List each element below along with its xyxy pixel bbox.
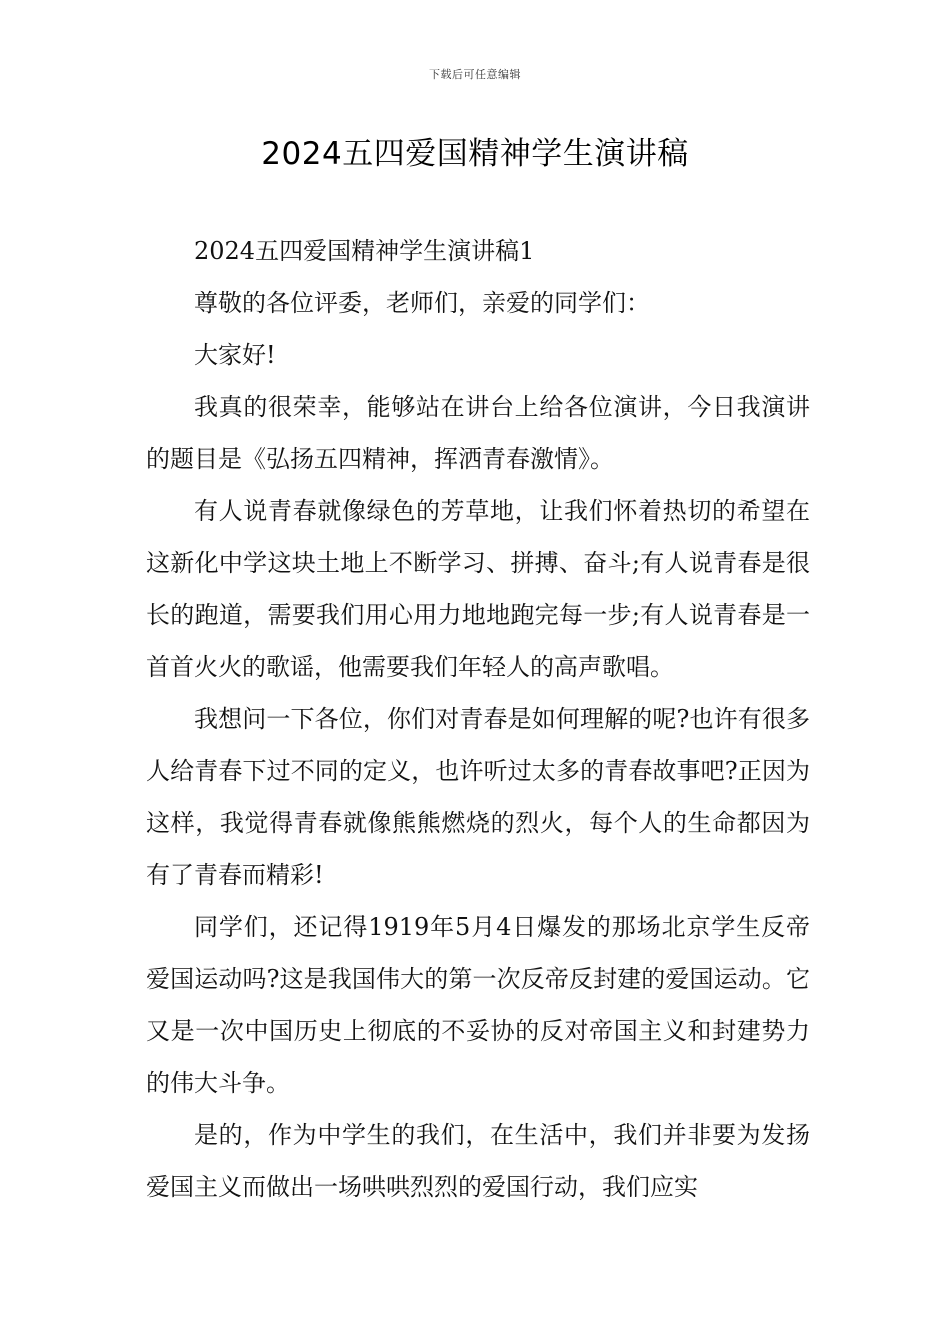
paragraph: 我想问一下各位，你们对青春是如何理解的呢?也许有很多人给青春下过不同的定义，也许听过太多的青春故事吧?正因为这样，我觉得青春就像熊熊燃烧的烈火，每个人的生命都因为有了青春而精彩! xyxy=(146,705,810,889)
paragraph: 我真的很荣幸，能够站在讲台上给各位演讲，今日我演讲的题目是《弘扬五四精神，挥洒青春激情》。 xyxy=(146,393,810,473)
paragraph-subtitle: 2024五四爱国精神学生演讲稿1 xyxy=(194,237,535,265)
paragraph: 是的，作为中学生的我们，在生活中，我们并非要为发扬爱国主义而做出一场哄哄烈烈的爱国行动，我们应实 xyxy=(146,1121,810,1201)
header-note: 下载后可任意编辑 xyxy=(429,68,521,81)
document-title: 2024五四爱国精神学生演讲稿 xyxy=(261,136,689,172)
document-body xyxy=(146,225,810,1213)
paragraph: 同学们，还记得1919年5月4日爆发的那场北京学生反帝爱国运动吗?这是我国伟大的第一次反帝反封建的爱国运动。它又是一次中国历史上彻底的不妥协的反对帝国主义和封建势力的伟大斗争。 xyxy=(146,913,810,1097)
paragraph: 有人说青春就像绿色的芳草地，让我们怀着热切的希望在这新化中学这块土地上不断学习、拼搏、奋斗;有人说青春是很长的跑道，需要我们用心用力地地跑完每一步;有人说青春是一首首火火的歌谣，他需要我们年轻人的高声歌唱。 xyxy=(146,497,810,681)
paragraph-greeting: 大家好! xyxy=(194,341,276,369)
paragraph-greeting-audience: 尊敬的各位评委，老师们，亲爱的同学们： xyxy=(194,289,650,317)
